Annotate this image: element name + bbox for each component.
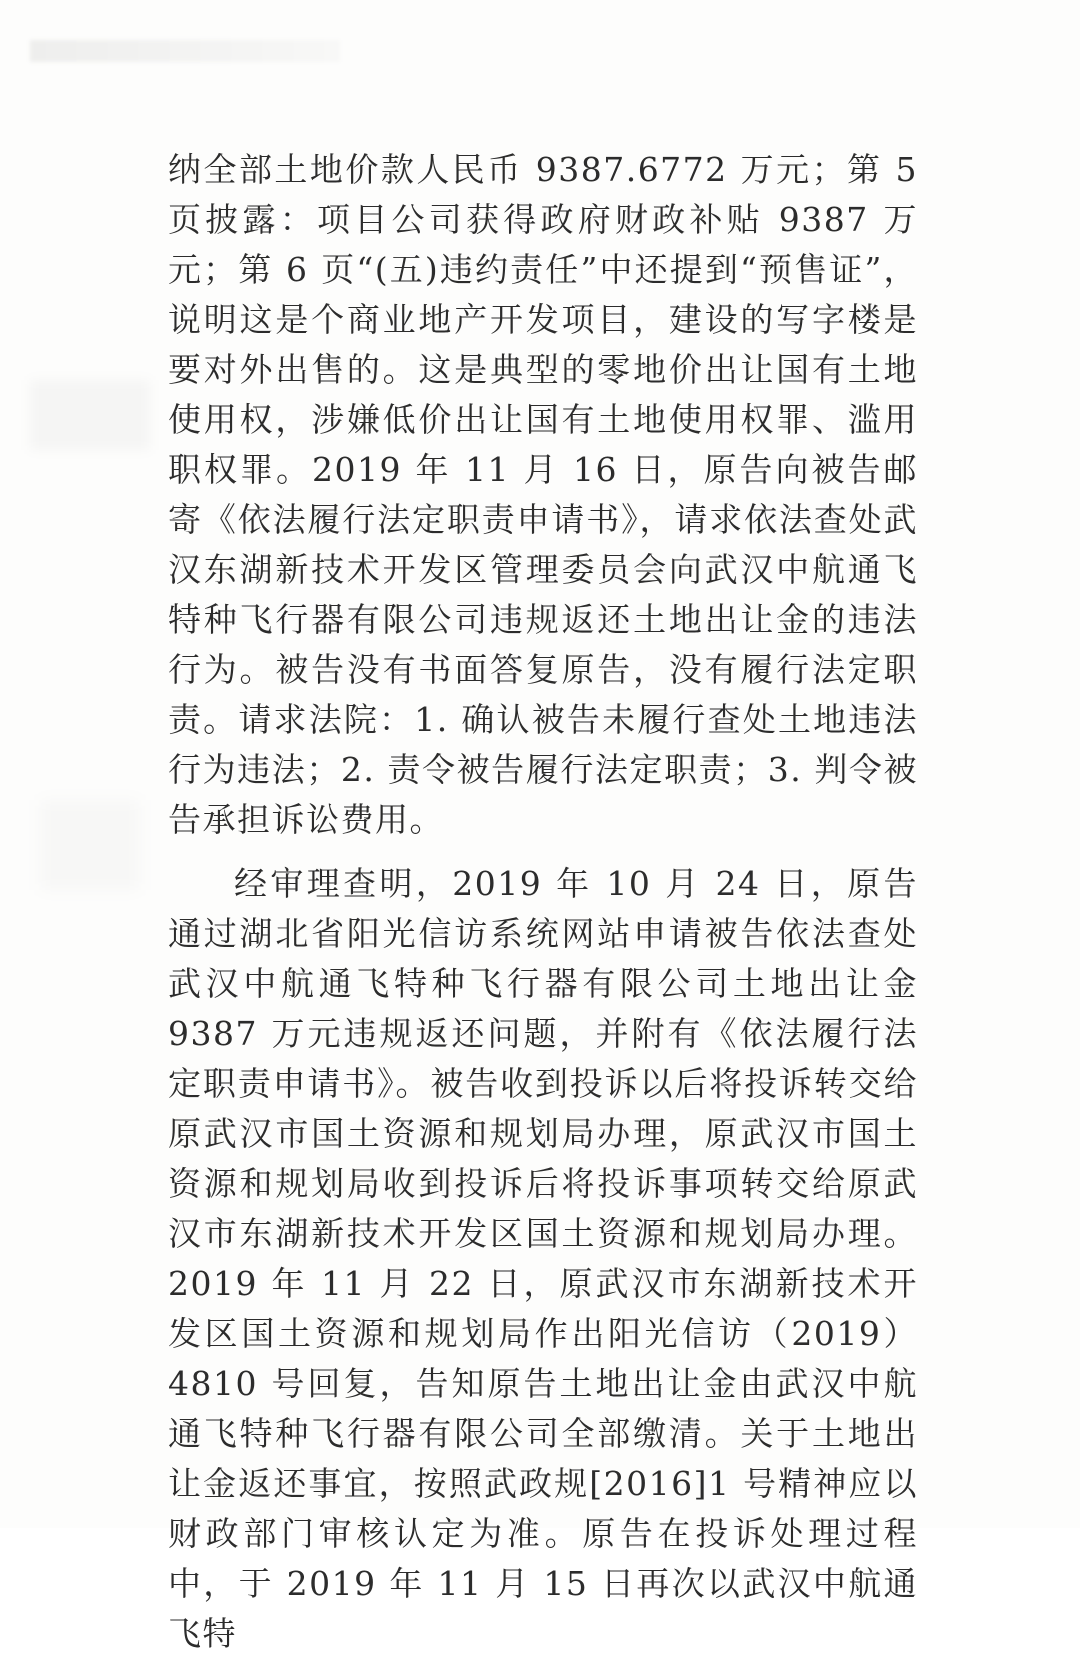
scan-artifact-top	[30, 40, 340, 62]
scan-artifact-left	[30, 380, 150, 450]
paragraph-findings: 经审理查明，2019 年 10 月 24 日，原告通过湖北省阳光信访系统网站申请被告依法查处武汉中航通飞特种飞行器有限公司土地出让金 9387 万元违规返还问题，并附有《依法履行法定职责申请书》。被告收到投诉以后将投诉转交给原武汉市国土资源和规划局办理，原武汉市国土资源和规划局收到投诉后将投诉事项转交给原武汉市东湖新技术开发区国土资源和规划局办理。2019 年 11 月 22 日，原武汉市东湖新技术开发区国土资源和规划局作出阳光信访（2019）4810 号回复，告知原告土地出让金由武汉中航通飞特种飞行器有限公司全部缴清。关于土地出让金返还事宜，按照武政规[2016]1 号精神应以财政部门审核认定为准。原告在投诉处理过程中，于 2019 年 11 月 15 日再次以武汉中航通飞特	[168, 864, 918, 1653]
scan-artifact-left-lower	[40, 800, 140, 890]
paragraph-continuation: 纳全部土地价款人民币 9387.6772 万元；第 5 页披露：项目公司获得政府财政补贴 9387 万元；第 6 页“(五)违约责任”中还提到“预售证”，说明这是个商业地产开发项目，建设的写字楼是要对外出售的。这是典型的零地价出让国有土地使用权，涉嫌低价出让国有土地使用权罪、滥用职权罪。2019 年 11 月 16 日，原告向被告邮寄《依法履行法定职责申请书》，请求依法查处武汉东湖新技术开发区管理委员会向武汉中航通飞特种飞行器有限公司违规返还土地出让金的违法行为。被告没有书面答复原告，没有履行法定职责。请求法院：1. 确认被告未履行查处土地违法行为违法；2. 责令被告履行法定职责；3. 判令被告承担诉讼费用。	[168, 150, 918, 839]
document-body	[168, 145, 918, 1659]
